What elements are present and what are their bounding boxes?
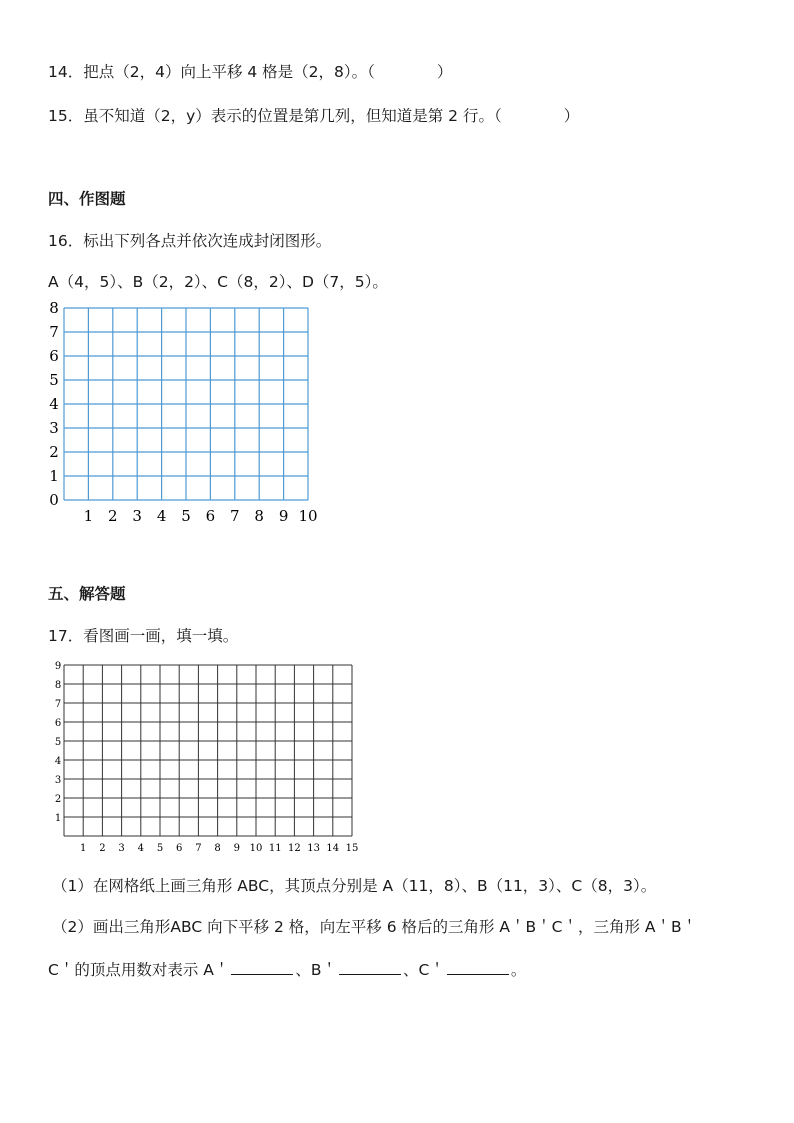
grid-17-x-label: 8 xyxy=(214,843,221,852)
grid-16-x-label: 10 xyxy=(298,507,318,525)
section-5-heading: 五、解答题 xyxy=(48,585,126,603)
grid-16-y-label: 6 xyxy=(49,347,59,365)
grid-17-x-label: 13 xyxy=(307,843,320,852)
grid-17-x-label: 14 xyxy=(326,843,340,852)
grid-17-y-label: 8 xyxy=(54,680,62,691)
question-15-close: ） xyxy=(563,107,580,125)
grid-17-x-label: 2 xyxy=(99,843,106,852)
question-16-points: A（4，5）、B（2，2）、C（8，2）、D（7，5）。 xyxy=(48,273,388,291)
grid-16-x-label: 4 xyxy=(156,507,167,525)
grid-16-x-label: 9 xyxy=(278,507,289,525)
question-17-part-2-line-1: （2）画出三角形ABC 向下平移 2 格，向左平移 6 格后的三角形 A＇B＇C＇，三角形 A＇B＇ xyxy=(52,918,698,936)
grid-17-x-label: 3 xyxy=(118,843,125,852)
grid-16-x-label: 7 xyxy=(230,507,240,525)
grid-17-y-label: 2 xyxy=(54,794,62,805)
question-16-prompt: 16．标出下列各点并依次连成封闭图形。 xyxy=(48,232,332,250)
answer-blank-a-prime[interactable] xyxy=(231,973,293,975)
grid-16-y-label: 8 xyxy=(49,299,59,317)
answer-blank-b-prime[interactable] xyxy=(339,973,401,975)
part-2-text-b: 、B＇ xyxy=(295,961,337,979)
question-14 xyxy=(48,60,452,82)
question-17-part-2-line-2 xyxy=(48,958,526,980)
answer-blank-c-prime[interactable] xyxy=(447,973,509,975)
grid-17-y-label: 3 xyxy=(54,775,62,786)
grid-17[interactable] xyxy=(48,660,360,852)
grid-17-x-label: 4 xyxy=(137,843,144,852)
grid-16-y-label: 7 xyxy=(49,323,59,341)
grid-17-x-label: 11 xyxy=(268,843,282,852)
grid-17-x-label: 9 xyxy=(233,843,240,852)
grid-16[interactable] xyxy=(40,298,330,530)
section-4-heading: 四、作图题 xyxy=(48,190,126,208)
grid-17-y-label: 9 xyxy=(54,661,62,672)
grid-17-y-label: 4 xyxy=(54,756,62,767)
grid-17-y-label: 7 xyxy=(54,699,62,710)
question-15-text: 15．虽不知道（2，y）表示的位置是第几列，但知道是第 2 行。（ xyxy=(48,107,502,125)
grid-17-x-label: 6 xyxy=(176,843,183,852)
question-17-prompt: 17．看图画一画，填一填。 xyxy=(48,627,239,645)
grid-17-y-label: 6 xyxy=(54,718,62,729)
grid-17-x-label: 15 xyxy=(345,843,359,852)
grid-17-y-label: 1 xyxy=(54,813,62,824)
grid-17-x-label: 7 xyxy=(195,843,202,852)
grid-16-y-label: 3 xyxy=(49,419,59,437)
question-14-text: 14．把点（2，4）向上平移 4 格是（2，8）。（ xyxy=(48,63,375,81)
grid-17-y-label: 5 xyxy=(54,737,62,748)
grid-16-y-label: 1 xyxy=(49,467,59,485)
grid-17-x-label: 10 xyxy=(249,843,263,852)
grid-16-y-label: 5 xyxy=(49,371,59,389)
grid-16-x-label: 6 xyxy=(205,507,216,525)
grid-16-y-label: 0 xyxy=(49,491,59,509)
grid-16-x-label: 1 xyxy=(83,507,94,525)
part-2-text-c: 、C＇ xyxy=(403,961,445,979)
question-14-close: ） xyxy=(436,63,453,81)
question-17-part-1: （1）在网格纸上画三角形 ABC，其顶点分别是 A（11，8）、B（11，3）、C（8，3）。 xyxy=(52,877,657,895)
question-15 xyxy=(48,104,579,126)
grid-17-x-label: 1 xyxy=(80,843,87,852)
part-2-text-a: C＇的顶点用数对表示 A＇ xyxy=(48,961,230,979)
grid-16-y-label: 2 xyxy=(49,443,59,461)
grid-16-y-label: 4 xyxy=(49,395,59,413)
part-2-text-d: 。 xyxy=(510,961,527,979)
grid-16-x-label: 8 xyxy=(254,507,264,525)
grid-16-x-label: 3 xyxy=(132,507,142,525)
grid-17-x-label: 12 xyxy=(288,843,301,852)
grid-16-x-label: 2 xyxy=(108,507,118,525)
grid-16-x-label: 5 xyxy=(181,507,191,525)
grid-17-x-label: 5 xyxy=(156,843,164,852)
